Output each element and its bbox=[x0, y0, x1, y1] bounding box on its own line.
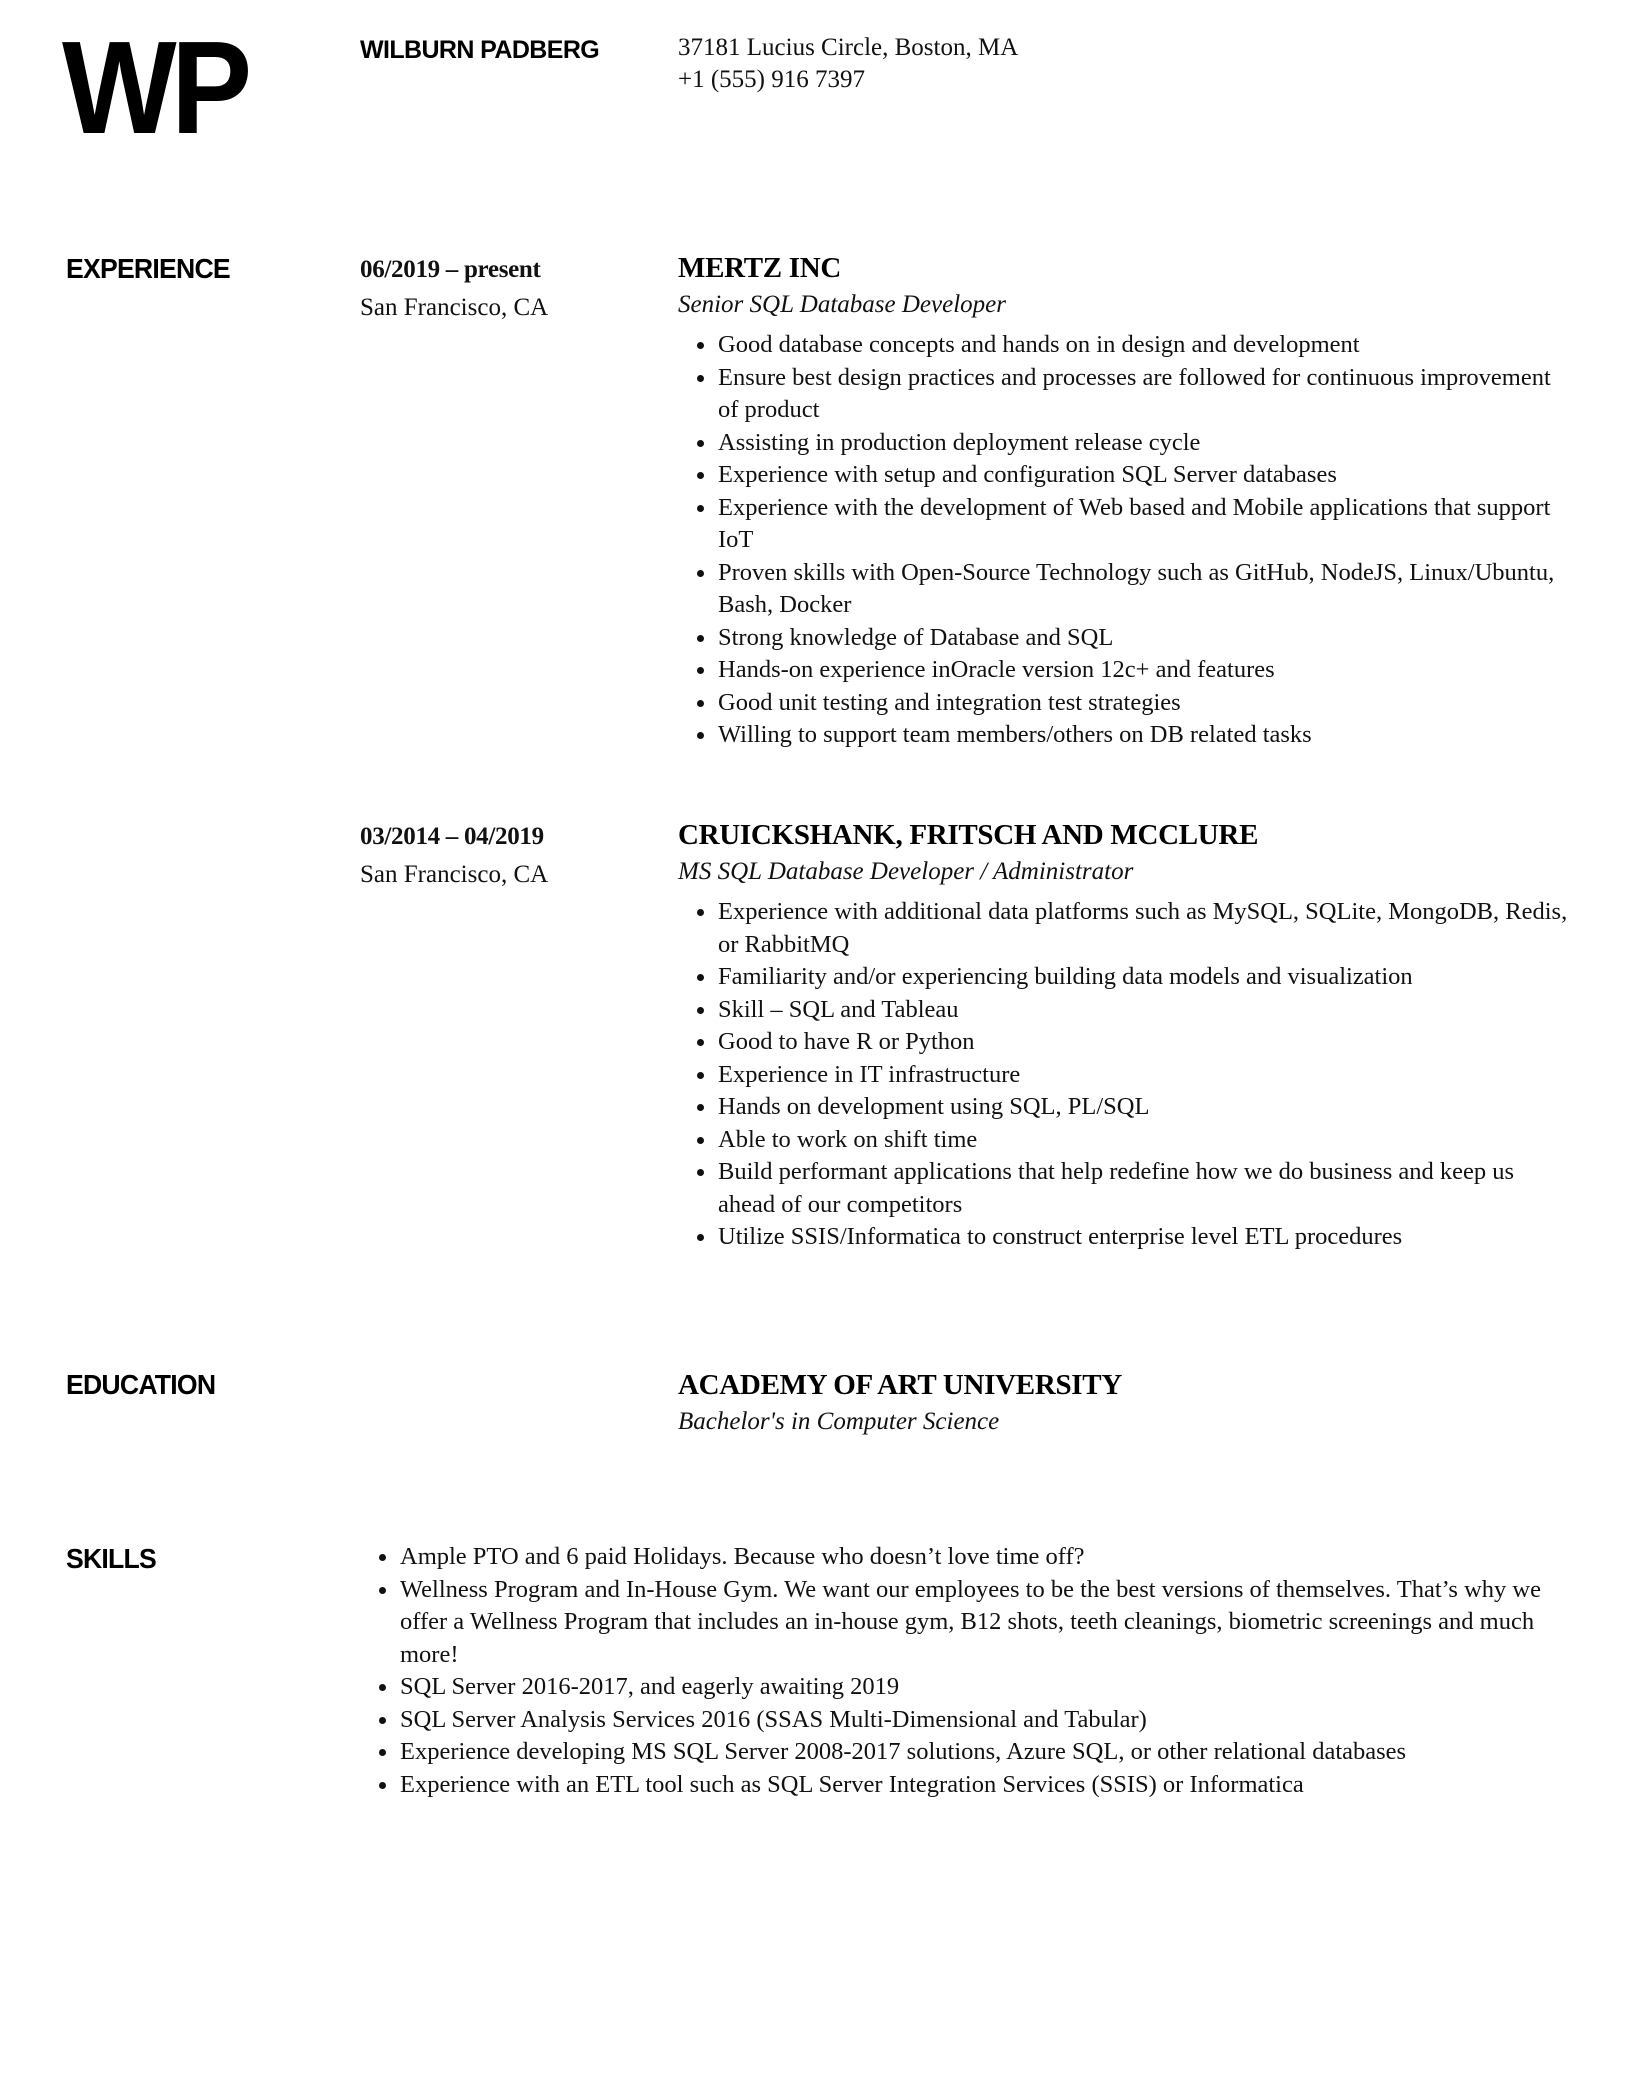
bullet-icon bbox=[379, 1587, 386, 1594]
list-item bbox=[678, 1059, 1568, 1092]
section-label-experience: EXPERIENCE bbox=[66, 253, 230, 284]
list-item bbox=[678, 557, 1568, 622]
list-item bbox=[360, 1541, 1570, 1574]
skills-bullets bbox=[360, 1541, 1570, 1801]
list-item-text: Skill – SQL and Tableau bbox=[718, 995, 959, 1023]
school-name: ACADEMY OF ART UNIVERSITY bbox=[678, 1369, 1122, 1401]
section-label-skills: SKILLS bbox=[66, 1543, 157, 1574]
list-item-text: Able to work on shift time bbox=[718, 1125, 978, 1153]
list-item bbox=[678, 1156, 1568, 1221]
list-item bbox=[678, 1221, 1568, 1254]
list-item bbox=[678, 994, 1568, 1027]
list-item-text: Good database concepts and hands on in design and development bbox=[718, 331, 1360, 358]
job-entry bbox=[678, 250, 1568, 752]
list-item-text: Experience developing MS SQL Server 2008-2017 solutions, Azure SQL, or other relational databases bbox=[400, 1738, 1407, 1765]
list-item-text: Ample PTO and 6 paid Holidays. Because who doesn’t love time off? bbox=[400, 1543, 1085, 1570]
list-item bbox=[678, 427, 1568, 460]
list-item bbox=[360, 1574, 1570, 1672]
list-item-text: Willing to support team members/others on DB related tasks bbox=[718, 721, 1312, 748]
bullet-icon bbox=[697, 732, 704, 739]
list-item-text: Utilize SSIS/Informatica to construct enterprise level ETL procedures bbox=[718, 1223, 1403, 1250]
job-dates: 03/2014 – 04/2019 bbox=[360, 823, 544, 850]
job-meta bbox=[360, 251, 548, 327]
bullet-icon bbox=[697, 1169, 704, 1176]
list-item-text: Good to have R or Python bbox=[718, 1028, 975, 1055]
bullet-icon bbox=[697, 342, 704, 349]
bullet-icon bbox=[697, 667, 704, 674]
job-meta bbox=[360, 818, 548, 894]
company-name: CRUICKSHANK, FRITSCH AND MCCLURE bbox=[678, 819, 1259, 851]
job-location: San Francisco, CA bbox=[360, 861, 549, 888]
list-item-text: Proven skills with Open-Source Technology such as GitHub, NodeJS, Linux/Ubuntu, Bash, Docker bbox=[718, 558, 1555, 618]
company-name: MERTZ INC bbox=[678, 252, 842, 284]
skills-list bbox=[360, 1541, 1570, 1801]
list-item bbox=[678, 622, 1568, 655]
list-item bbox=[678, 654, 1568, 687]
list-item bbox=[360, 1704, 1570, 1737]
list-item bbox=[678, 362, 1568, 427]
list-item-text: Strong knowledge of Database and SQL bbox=[718, 623, 1114, 651]
education-entry bbox=[678, 1367, 1568, 1440]
list-item bbox=[678, 1091, 1568, 1124]
list-item-text: Build performant applications that help redefine how we do business and keep us ahead of our competitors bbox=[718, 1158, 1515, 1218]
list-item bbox=[360, 1671, 1570, 1704]
candidate-name: WILBURN PADBERG bbox=[360, 36, 600, 64]
list-item-text: Good unit testing and integration test strategies bbox=[718, 688, 1181, 716]
job-bullets bbox=[678, 329, 1568, 752]
bullet-icon bbox=[697, 635, 704, 642]
bullet-icon bbox=[697, 1137, 704, 1144]
bullet-icon bbox=[697, 909, 704, 916]
job-location: San Francisco, CA bbox=[360, 294, 549, 321]
bullet-icon bbox=[697, 570, 704, 577]
bullet-icon bbox=[697, 1234, 704, 1241]
list-item bbox=[678, 687, 1568, 720]
address: 37181 Lucius Circle, Boston, MA bbox=[678, 34, 1019, 61]
bullet-icon bbox=[379, 1717, 386, 1724]
bullet-icon bbox=[697, 375, 704, 382]
list-item bbox=[678, 459, 1568, 492]
list-item-text: Wellness Program and In-House Gym. We want our employees to be the best versions of themselves. That’s why we offer a Wellness Program that includes an in-house gym, B12 shots, teeth cleanings, biometric screenings and much more! bbox=[400, 1575, 1541, 1668]
list-item bbox=[678, 329, 1568, 362]
monogram: WP bbox=[62, 14, 247, 161]
bullet-icon bbox=[697, 505, 704, 512]
list-item bbox=[360, 1736, 1570, 1769]
list-item-text: Experience with setup and configuration SQL Server databases bbox=[718, 461, 1337, 488]
bullet-icon bbox=[697, 472, 704, 479]
list-item-text: Assisting in production deployment release cycle bbox=[718, 428, 1201, 456]
bullet-icon bbox=[379, 1554, 386, 1561]
bullet-icon bbox=[697, 1039, 704, 1046]
bullet-icon bbox=[379, 1684, 386, 1691]
list-item bbox=[678, 719, 1568, 752]
phone: +1 (555) 916 7397 bbox=[678, 66, 865, 93]
bullet-icon bbox=[697, 1104, 704, 1111]
list-item bbox=[678, 896, 1568, 961]
list-item bbox=[678, 961, 1568, 994]
list-item bbox=[678, 1026, 1568, 1059]
list-item-text: SQL Server Analysis Services 2016 (SSAS Multi-Dimensional and Tabular) bbox=[400, 1705, 1147, 1733]
list-item-text: Experience with the development of Web based and Mobile applications that support IoT bbox=[718, 493, 1551, 553]
list-item bbox=[678, 1124, 1568, 1157]
list-item-text: Experience in IT infrastructure bbox=[718, 1060, 1021, 1088]
bullet-icon bbox=[697, 974, 704, 981]
list-item bbox=[678, 492, 1568, 557]
degree: Bachelor's in Computer Science bbox=[678, 1408, 1000, 1435]
bullet-icon bbox=[379, 1782, 386, 1789]
bullet-icon bbox=[379, 1749, 386, 1756]
list-item-text: SQL Server 2016-2017, and eagerly awaiting 2019 bbox=[400, 1673, 900, 1700]
job-dates: 06/2019 – present bbox=[360, 256, 541, 283]
bullet-icon bbox=[697, 1072, 704, 1079]
job-title: MS SQL Database Developer / Administrator bbox=[678, 858, 1134, 885]
job-bullets bbox=[678, 896, 1568, 1254]
list-item-text: Experience with additional data platforms such as MySQL, SQLite, MongoDB, Redis, or RabbitMQ bbox=[718, 898, 1568, 958]
list-item-text: Hands-on experience inOracle version 12c+ and features bbox=[718, 656, 1275, 683]
list-item-text: Hands on development using SQL, PL/SQL bbox=[718, 1093, 1150, 1120]
list-item-text: Experience with an ETL tool such as SQL Server Integration Services (SSIS) or Informatica bbox=[400, 1770, 1304, 1798]
list-item-text: Ensure best design practices and processes are followed for continuous improvement of product bbox=[718, 363, 1551, 423]
bullet-icon bbox=[697, 440, 704, 447]
job-entry bbox=[678, 817, 1568, 1254]
list-item-text: Familiarity and/or experiencing building data models and visualization bbox=[718, 963, 1413, 990]
bullet-icon bbox=[697, 700, 704, 707]
contact-info bbox=[678, 32, 1018, 96]
list-item bbox=[360, 1769, 1570, 1802]
section-label-education: EDUCATION bbox=[66, 1369, 216, 1400]
bullet-icon bbox=[697, 1007, 704, 1014]
job-title: Senior SQL Database Developer bbox=[678, 291, 1006, 318]
